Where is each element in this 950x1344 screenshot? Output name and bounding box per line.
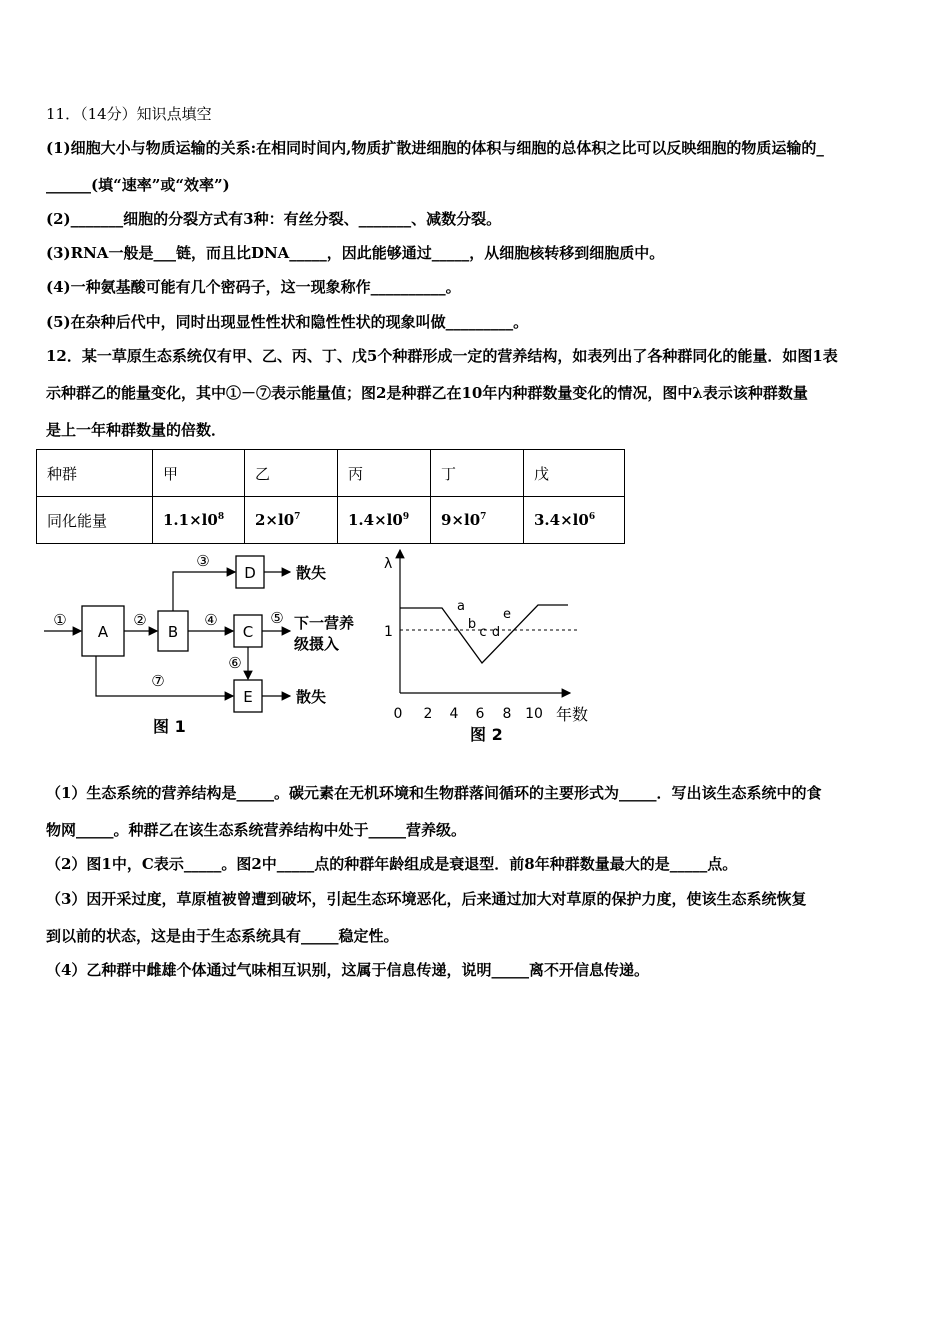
point-e: e [503, 607, 511, 622]
table-row-header [37, 450, 625, 497]
q11-line-1: (1)细胞大小与物质运输的关系:在相同时间内,物质扩散进细胞的体积与细胞的总体积之比可以反映细胞的物质运输的_ [46, 139, 824, 157]
y-axis-label: λ [384, 556, 393, 572]
q12-sub4: （4）乙种群中雌雄个体通过气味相互识别，这属于信息传递，说明_____离不开信息传递。 [46, 961, 649, 979]
table-header-cell: 丁 [431, 450, 524, 497]
lose-d-text: 散失 [296, 564, 327, 582]
table-header-cell: 种群 [37, 450, 153, 497]
figure-2-lambda-chart [372, 548, 602, 748]
num-2: ② [133, 611, 147, 629]
figure-2-caption: 图 2 [470, 725, 503, 744]
point-c: c [479, 625, 487, 640]
table-header-cell: 甲 [153, 450, 245, 497]
x-tick-4: 4 [449, 706, 459, 722]
q11-line-5: (4)一种氨基酸可能有几个密码子，这一现象称作__________。 [46, 278, 461, 296]
energy-table [36, 449, 625, 544]
point-b: b [467, 617, 477, 632]
box-e-label: E [243, 688, 253, 706]
x-tick-10: 10 [525, 706, 543, 722]
q12-intro-2: 示种群乙的能量变化，其中①－⑦表示能量值；图2是种群乙在10年内种群数量变化的情况，图中λ表示该种群数量 [46, 384, 808, 402]
x-tick-0: 0 [393, 706, 403, 722]
figure-1-caption: 图 1 [153, 717, 186, 736]
point-a: a [457, 599, 465, 614]
table-cell-value: $2\times l0^7$ [245, 497, 338, 544]
num-1: ① [53, 611, 67, 629]
figure-1-energy-flow [40, 548, 360, 748]
q11-title: 11．（14分）知识点填空 [46, 105, 212, 123]
num-4: ④ [204, 611, 218, 629]
q12-sub3-line-1: （3）因开采过度，草原植被曾遭到破坏，引起生态环境恶化，后来通过加大对草原的保护力度，使该生态系统恢复 [46, 890, 807, 908]
table-cell-value: $9\times l0^7$ [431, 497, 524, 544]
q11-line-6: (5)在杂种后代中，同时出现显性性状和隐性性状的现象叫做_________。 [46, 313, 529, 331]
q12-sub1-line-2: 物网_____。种群乙在该生态系统营养结构中处于_____营养级。 [46, 821, 467, 839]
q12-sub3-line-2: 到以前的状态，这是由于生态系统具有_____稳定性。 [46, 927, 399, 945]
box-a-label: A [97, 623, 109, 641]
box-d-label: D [244, 564, 256, 582]
table-header-cell: 丙 [338, 450, 431, 497]
x-axis-unit: 年数 [555, 705, 589, 724]
next-level-text-1: 下一营养 [294, 614, 355, 632]
box-c-label: C [242, 623, 254, 641]
point-d: d [491, 625, 501, 640]
q12-intro-1: 12．某一草原生态系统仅有甲、乙、丙、丁、戊5个种群形成一定的营养结构，如表列出了各种群同化的能量．如图1表 [46, 347, 838, 365]
q11-line-2: ______(填“速率”或“效率”) [46, 176, 230, 194]
q12-sub1-line-1: （1）生态系统的营养结构是_____。碳元素在无机环境和生物群落间循环的主要形式为_____．写出该生态系统中的食 [46, 784, 822, 802]
x-tick-6: 6 [475, 706, 485, 722]
q11-line-4: (3)RNA一般是___链，而且比DNA_____，因此能够通过_____，从细胞核转移到细胞质中。 [46, 244, 665, 262]
table-row-label: 同化能量 [37, 497, 153, 544]
table-header-cell: 乙 [245, 450, 338, 497]
table-cell-value: $1.4\times l0^9$ [338, 497, 431, 544]
q12-intro-3: 是上一年种群数量的倍数． [46, 421, 227, 439]
x-tick-8: 8 [502, 706, 512, 722]
box-b-label: B [167, 623, 179, 641]
x-tick-2: 2 [423, 706, 433, 722]
table-cell-value: $3.4\times l0^6$ [524, 497, 625, 544]
table-row-energy [37, 497, 625, 544]
num-3: ③ [196, 552, 210, 570]
table-cell-value: $1.1\times l0^8$ [153, 497, 245, 544]
table-header-cell: 戊 [524, 450, 625, 497]
q11-line-3: (2)_______细胞的分裂方式有3种：有丝分裂、_______、减数分裂。 [46, 210, 502, 228]
num-6: ⑥ [228, 654, 242, 672]
next-level-text-2: 级摄入 [294, 635, 340, 653]
q12-sub2: （2）图1中，C表示_____。图2中_____点的种群年龄组成是衰退型．前8年种群数量最大的是_____点。 [46, 855, 738, 873]
num-7: ⑦ [151, 672, 165, 690]
num-5: ⑤ [270, 609, 284, 627]
arrow-3 [173, 572, 235, 611]
lose-e-text: 散失 [296, 688, 327, 706]
lambda-one-label: 1 [384, 624, 393, 640]
